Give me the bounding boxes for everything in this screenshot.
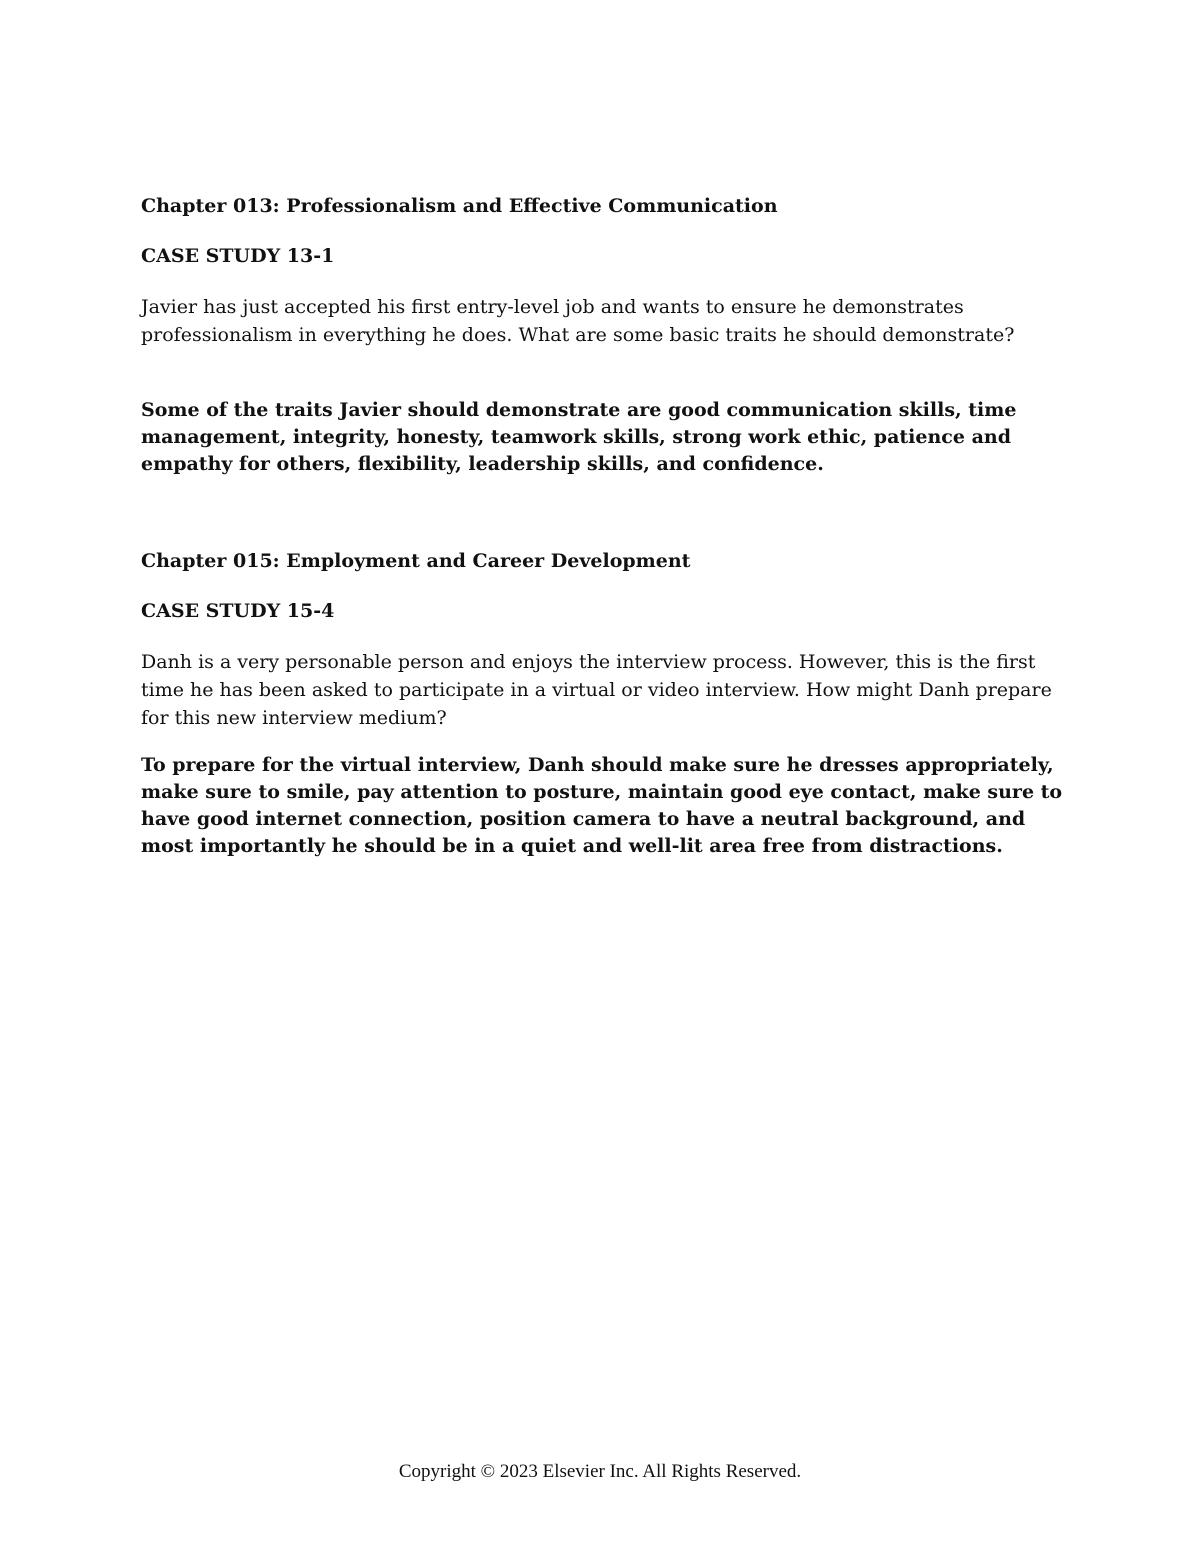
case-question: Javier has just accepted his first entry-level job and wants to ensure he demonstrates professionalism in everything he does. What are some basic traits he should demonstrate?	[141, 296, 1015, 346]
case-study-section	[141, 193, 1071, 478]
case-study-heading: CASE STUDY 13-1	[141, 245, 335, 267]
case-question: Danh is a very personable person and enjoys the interview process. However, this is the first time he has been asked to participate in a virtual or video interview. How might Danh prepare for this new interview medium?	[141, 651, 1052, 729]
case-study-section	[141, 548, 1071, 860]
case-answer: To prepare for the virtual interview, Danh should make sure he dresses appropriately, make sure to smile, pay attention to posture, maintain good eye contact, make sure to have good internet connection, position camera to have a neutral background, and most importantly he should be in a quiet and well-lit area free from distractions.	[141, 754, 1063, 857]
document-body	[141, 193, 1071, 860]
chapter-title: Chapter 013: Professionalism and Effective Communication	[141, 195, 778, 217]
copyright-footer: Copyright © 2023 Elsevier Inc. All Rights Reserved.	[398, 1461, 802, 1482]
chapter-title: Chapter 015: Employment and Career Development	[141, 550, 691, 572]
case-study-heading: CASE STUDY 15-4	[141, 600, 335, 622]
case-answer: Some of the traits Javier should demonstrate are good communication skills, time management, integrity, honesty, teamwork skills, strong work ethic, patience and empathy for others, flexibility, leadership skills, and confidence.	[141, 399, 1017, 475]
